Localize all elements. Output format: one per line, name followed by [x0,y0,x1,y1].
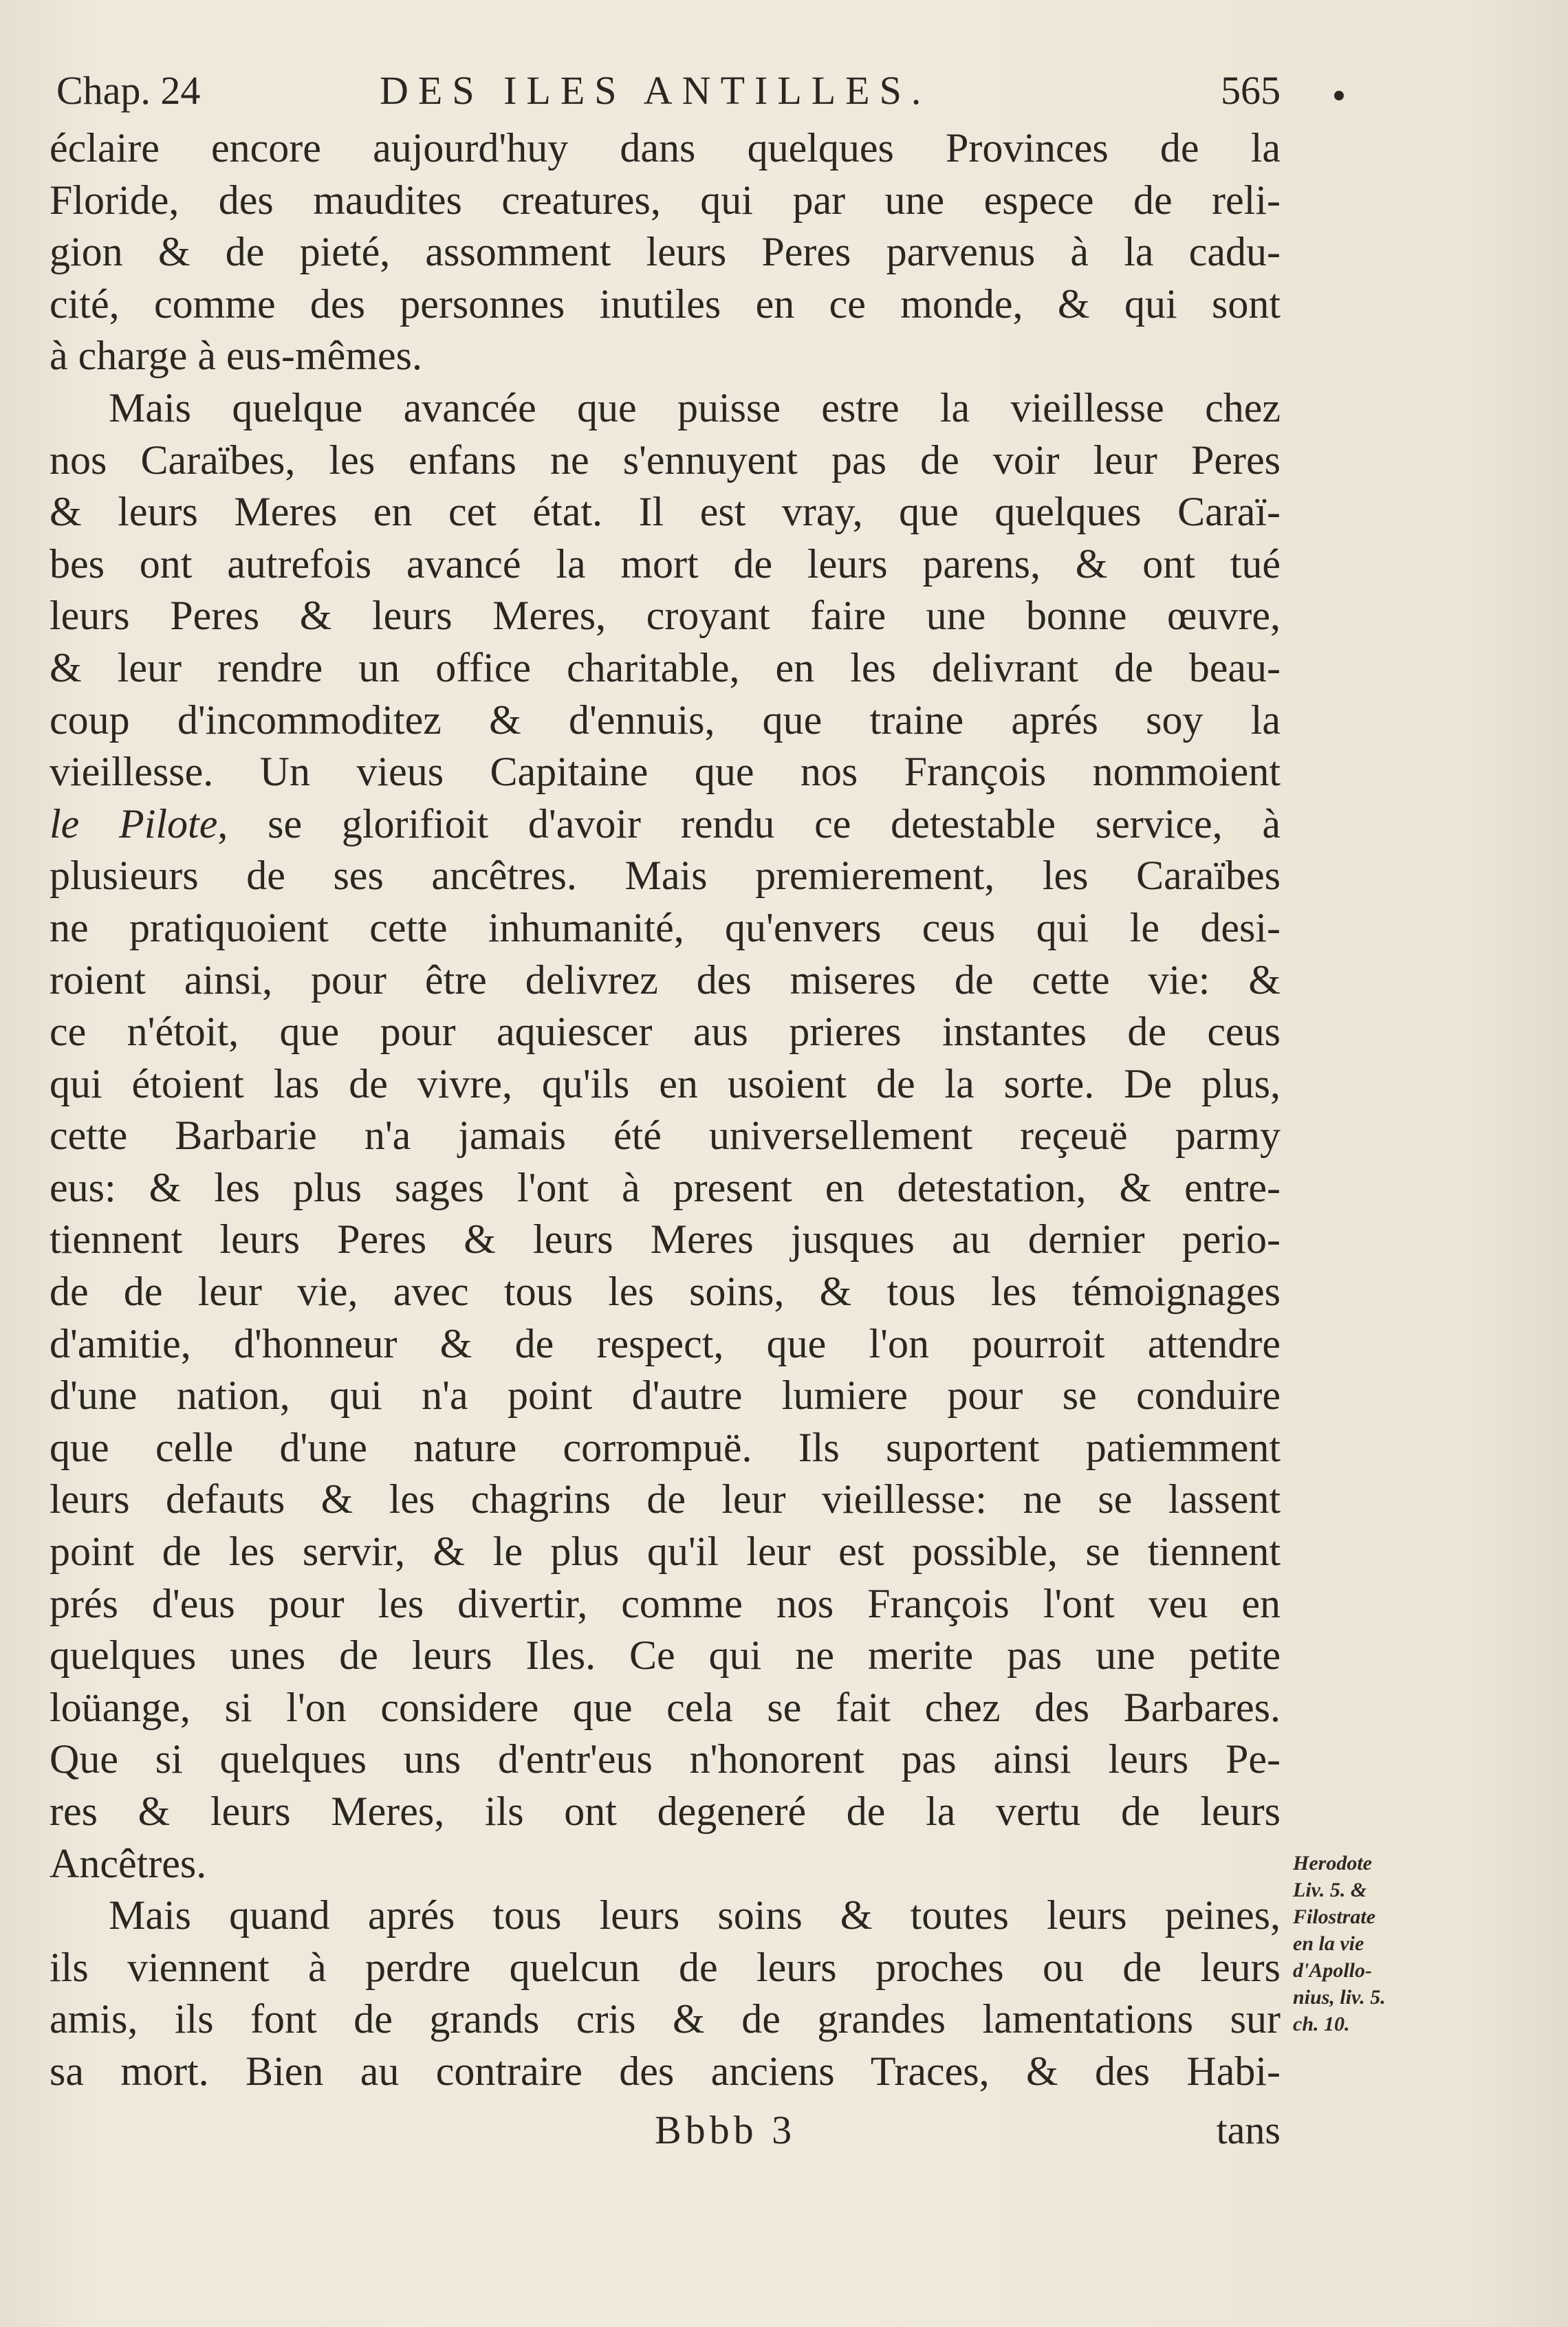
text-line: d'amitie, d'honneur & de respect, que l'on pourroit attendre [50,1320,1281,1366]
text-line: & leurs Meres en cet état. Il est vray, que quelques Caraï- [50,489,1281,535]
text-line: de de leur vie, avec tous les soins, & tous les témoignages [50,1269,1281,1315]
text-line: amis, ils font de grands cris & de grandes lamentations sur [50,1996,1281,2042]
margin-note-line: d'Apollo- [1293,1959,1373,1982]
text-line: ce n'étoit, que pour aquiescer aus prieres instantes de ceus [50,1009,1281,1055]
text-line: roient ainsi, pour être delivrez des miseres de cette vie: & [50,957,1281,1003]
margin-note-line: ch. 10. [1293,2013,1350,2035]
text-line: Mais quand aprés tous leurs soins & toutes leurs peines, [109,1892,1281,1938]
text-line: nos Caraïbes, les enfans ne s'ennuyent pas de voir leur Peres [50,437,1281,483]
text-line: prés d'eus pour les divertir, comme nos François l'ont veu en [50,1580,1281,1626]
text-line: tiennent leurs Peres & leurs Meres jusques au dernier perio- [50,1216,1281,1263]
text-line: loüange, si l'on considere que cela se fait chez des Barbares. [50,1684,1281,1730]
chapter-label: Chap. 24 [56,68,201,113]
text-line: plusieurs de ses ancêtres. Mais premierement, les Caraïbes [50,853,1281,899]
text-line: Floride, des maudites creatures, qui par une espece de reli- [50,177,1281,223]
text-line: gion & de pieté, assomment leurs Peres parvenus à la cadu- [50,229,1281,275]
margin-note-line: nius, liv. 5. [1293,1986,1386,2009]
running-title: DES ILES ANTILLES. [380,68,931,113]
text-line: à charge à eus-mêmes. [50,333,422,379]
text-line: que celle d'une nature corrompuë. Ils suportent patiemment [50,1424,1281,1470]
text-line: bes ont autrefois avancé la mort de leurs parens, & ont tué [50,540,1281,587]
page-footer [50,2104,1281,2156]
catchword: tans [1216,2108,1281,2152]
text-line: Mais quelque avancée que puisse estre la vieillesse chez [109,384,1281,430]
text-line: coup d'incommoditez & d'ennuis, que traine aprés soy la [50,697,1281,743]
body-text [50,122,1281,2098]
margin-note-line: Filostrate [1293,1905,1376,1928]
text-line: sa mort. Bien au contraire des anciens Traces, & des Habi- [50,2048,1281,2094]
text-line: leurs Peres & leurs Meres, croyant faire une bonne œuvre, [50,593,1281,639]
text-line: quelques unes de leurs Iles. Ce qui ne merite pas une petite [50,1632,1281,1679]
ink-dot [1334,91,1344,100]
italic-name: le Pilote [50,800,218,846]
text-line-with-italic: le Pilote, se glorifioit d'avoir rendu ce detestable service, à [50,800,1281,846]
margin-note-line: Liv. 5. & [1293,1879,1367,1901]
margin-note-line: Herodote [1293,1852,1372,1875]
page-number: 565 [1221,68,1281,113]
text-line: cette Barbarie n'a jamais été universellement reçeuë parmy [50,1113,1281,1159]
text-line: cité, comme des personnes inutiles en ce monde, & qui sont [50,281,1281,327]
text-line: ne pratiquoient cette inhumanité, qu'envers ceus qui le desi- [50,904,1281,950]
signature-mark: Bbbb 3 [655,2108,796,2152]
running-header [56,63,1281,118]
text-line: leurs defauts & les chagrins de leur vieillesse: ne se lassent [50,1476,1281,1522]
text-line: vieillesse. Un vieus Capitaine que nos François nommoient [50,749,1281,795]
text-line: éclaire encore aujourd'huy dans quelques Provinces de la [50,125,1281,171]
text-line: Que si quelques uns d'entr'eus n'honorent pas ainsi leurs Pe- [50,1736,1281,1782]
text-line: & leur rendre un office charitable, en les delivrant de beau- [50,644,1281,690]
margin-note [1293,1850,1430,2038]
text-line: Ancêtres. [50,1840,207,1886]
margin-note-line: en la vie [1293,1932,1364,1955]
text-line: res & leurs Meres, ils ont degeneré de la vertu de leurs [50,1789,1281,1834]
text-line: point de les servir, & le plus qu'il leur est possible, se tiennent [50,1529,1281,1575]
text-line: d'une nation, qui n'a point d'autre lumiere pour se conduire [50,1373,1281,1419]
text-line: eus: & les plus sages l'ont à present en detestation, & entre- [50,1164,1281,1210]
text-line: qui étoient las de vivre, qu'ils en usoient de la sorte. De plus, [50,1060,1281,1106]
text-line: ils viennent à perdre quelcun de leurs proches ou de leurs [50,1944,1281,1990]
